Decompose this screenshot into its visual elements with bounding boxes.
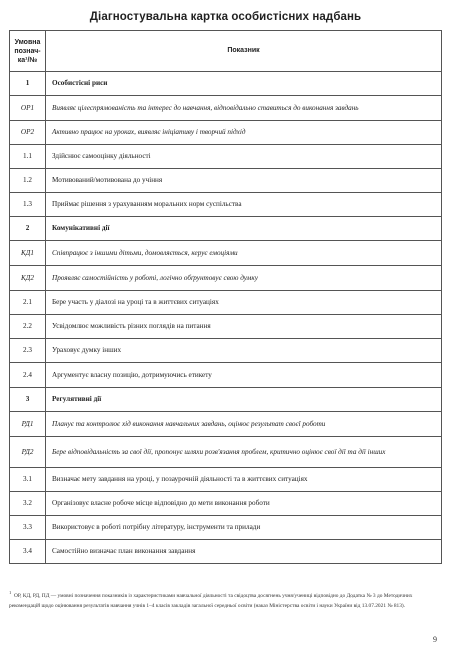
row-code: 3.1 xyxy=(10,468,46,492)
code-column-header xyxy=(10,31,46,72)
diagnostic-table xyxy=(9,30,442,564)
footnote xyxy=(9,588,437,612)
table-row xyxy=(10,315,442,339)
row-indicator: Усвідомлює можливість різних поглядів на питання xyxy=(46,315,442,339)
section-title: Особистісні риси xyxy=(46,72,442,96)
section-row xyxy=(10,217,442,241)
row-indicator: Виявляє цілеспрямованість та інтерес до навчання, відповідально ставиться до виконання завдань xyxy=(46,96,442,121)
table-row xyxy=(10,516,442,540)
page-title: Діагностувальна картка особистісних надбань xyxy=(89,11,362,23)
row-code: 2.1 xyxy=(10,291,46,315)
table-row xyxy=(10,492,442,516)
table-row xyxy=(10,363,442,388)
table-row xyxy=(10,540,442,564)
row-code: ОР1 xyxy=(10,96,46,121)
row-indicator: Визначає мету завдання на уроці, у позаурочній діяльності та в життєвих ситуаціях xyxy=(46,468,442,492)
row-indicator: Планує та контролює хід виконання навчальних завдань, оцінює результат своєї роботи xyxy=(46,412,442,437)
row-indicator: Організовує власне робоче місце відповідно до мети виконання роботи xyxy=(46,492,442,516)
row-code: РД2 xyxy=(10,437,46,468)
row-indicator: Співпрацює з іншими дітьми, домовляється, керує емоціями xyxy=(46,241,442,266)
table-row xyxy=(10,145,442,169)
section-title: Регулятивні дії xyxy=(46,388,442,412)
row-code: 2 xyxy=(10,217,46,241)
footnote-mark: 1 xyxy=(9,590,12,595)
row-indicator: Проявляє самостійність у роботі, логічно обґрунтовує свою думку xyxy=(46,266,442,291)
table-row xyxy=(10,412,442,437)
section-row xyxy=(10,72,442,96)
table-row xyxy=(10,291,442,315)
row-code: 1.3 xyxy=(10,193,46,217)
row-code: 2.3 xyxy=(10,339,46,363)
table-row xyxy=(10,121,442,145)
row-indicator: Приймає рішення з урахуванням моральних норм суспільства xyxy=(46,193,442,217)
row-code: ОР2 xyxy=(10,121,46,145)
row-indicator: Використовує в роботі потрібну літературу, інструменти та прилади xyxy=(46,516,442,540)
row-code: 2.4 xyxy=(10,363,46,388)
row-indicator: Бере участь у діалозі на уроці та в життєвих ситуаціях xyxy=(46,291,442,315)
row-code: 2.2 xyxy=(10,315,46,339)
table-row xyxy=(10,266,442,291)
row-code: КД2 xyxy=(10,266,46,291)
row-code: 1.2 xyxy=(10,169,46,193)
row-code: 1 xyxy=(10,72,46,96)
indicator-column-header: Показник xyxy=(46,31,442,72)
section-title: Комунікативні дії xyxy=(46,217,442,241)
row-indicator: Мотивований/мотивована до учіння xyxy=(46,169,442,193)
row-code: КД1 xyxy=(10,241,46,266)
page-number: 9 xyxy=(433,635,437,644)
code-header-line: ка¹/№ xyxy=(17,56,38,64)
table-row xyxy=(10,437,442,468)
row-code: 3.2 xyxy=(10,492,46,516)
row-indicator: Ураховує думку інших xyxy=(46,339,442,363)
row-indicator: Аргументує власну позицію, дотримуючись етикету xyxy=(46,363,442,388)
row-indicator: Активно працює на уроках, виявляє ініціативу і творчий підхід xyxy=(46,121,442,145)
table-row xyxy=(10,241,442,266)
table-row xyxy=(10,339,442,363)
table-row xyxy=(10,96,442,121)
section-row xyxy=(10,388,442,412)
table-header-row xyxy=(10,31,442,72)
table-row xyxy=(10,468,442,492)
table-row xyxy=(10,193,442,217)
footnote-text: ОР, КД, РД, ПД — умовні позначення показників із характеристиками навчальної діяльності та свідоцтва досягнень учня/учениці відповідно до Додатка № 3 до Методичних рекомендацій щодо оцінювання результатів навчання учнів 1–4 класів закладів загальної середньої освіти (наказ Міністерства освіти і науки України від 13.07.2021 № 813). xyxy=(9,592,413,610)
row-code: 3 xyxy=(10,388,46,412)
row-code: 3.4 xyxy=(10,540,46,564)
code-header-line: Умовна xyxy=(14,38,41,46)
row-indicator: Бере відповідальність за свої дії, пропонує шляхи розв'язання проблем, критично оцінює свої дії та дії інших xyxy=(46,437,442,468)
table-row xyxy=(10,169,442,193)
row-indicator: Здійснює самооцінку діяльності xyxy=(46,145,442,169)
row-indicator: Самостійно визначає план виконання завдання xyxy=(46,540,442,564)
code-header-line: познач- xyxy=(14,47,41,55)
row-code: 3.3 xyxy=(10,516,46,540)
row-code: РД1 xyxy=(10,412,46,437)
row-code: 1.1 xyxy=(10,145,46,169)
